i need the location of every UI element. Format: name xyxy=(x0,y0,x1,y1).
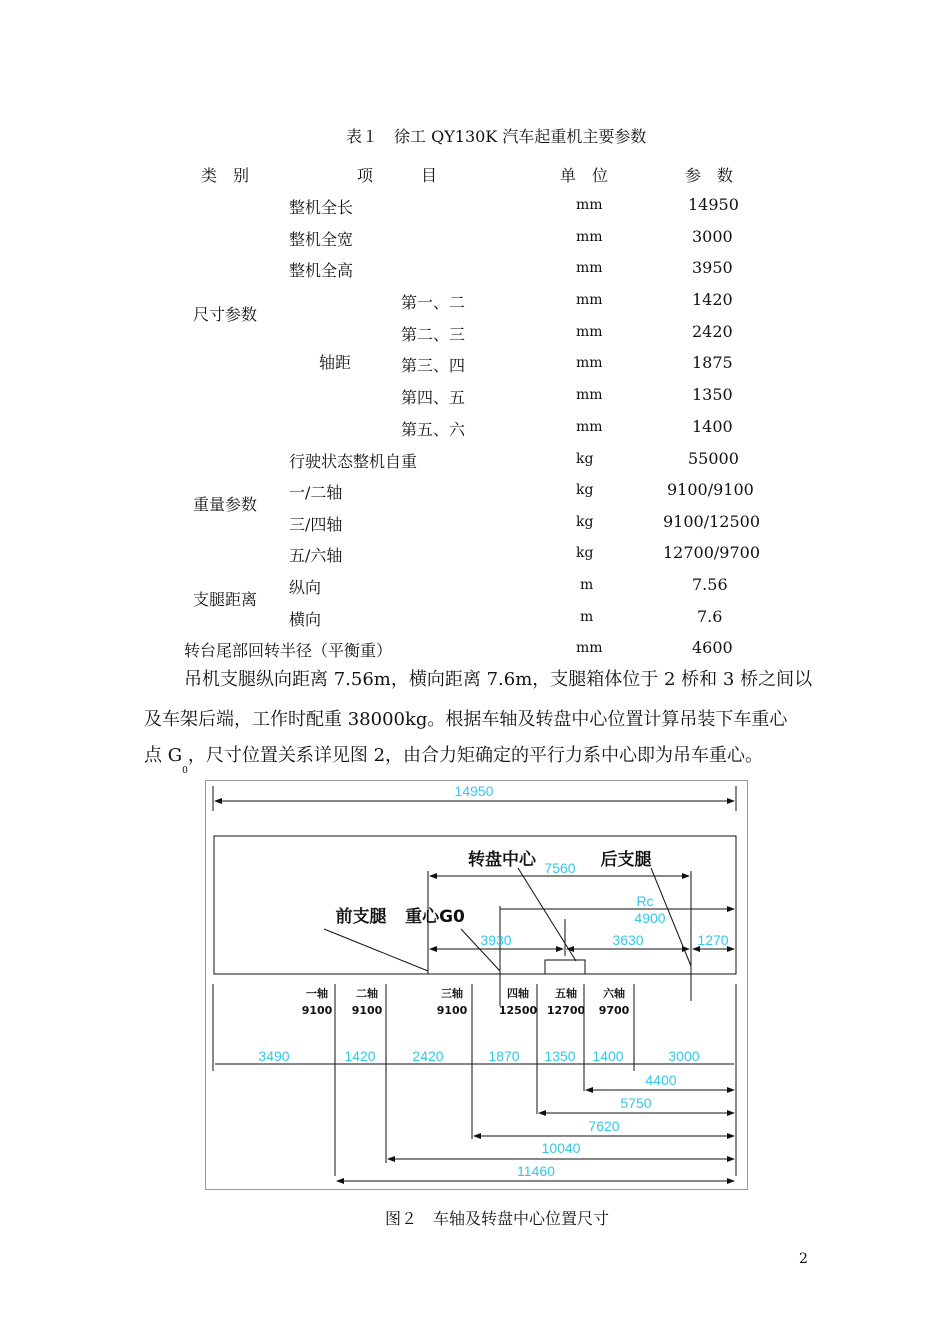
dimension-diagram xyxy=(206,781,747,1189)
leader-front-outrigger xyxy=(324,929,428,971)
row-item: 整机全宽 xyxy=(289,230,354,249)
row-item: 行驶状态整机自重 xyxy=(289,452,418,471)
row-value: 1350 xyxy=(692,385,733,404)
dim-text: 1350 xyxy=(544,1048,576,1064)
dim-text: 3630 xyxy=(612,932,644,948)
row-unit: mm xyxy=(576,387,603,403)
dim-text-rc: Rc xyxy=(636,893,654,909)
axle-name: 四轴 xyxy=(507,987,529,1000)
paragraph-line: 吊机支腿纵向距离 7.56m，横向距离 7.6m，支腿箱体位于 2 桥和 3 桥之间以 xyxy=(184,669,813,690)
row-value: 1420 xyxy=(692,290,733,309)
row-item: 第五、六 xyxy=(401,420,466,439)
category-size: 尺寸参数 xyxy=(193,305,258,324)
axle-load: 9100 xyxy=(351,1004,383,1017)
row-item: 转台尾部回转半径（平衡重） xyxy=(184,641,393,660)
row-item: 三/四轴 xyxy=(289,515,343,534)
axle-name: 六轴 xyxy=(603,987,625,1000)
dim-text: 7620 xyxy=(588,1118,620,1134)
dim-text: 2420 xyxy=(412,1048,444,1064)
row-value: 4600 xyxy=(692,638,733,657)
page-number: 2 xyxy=(799,1251,808,1267)
row-value: 12700/9700 xyxy=(663,543,761,562)
row-value: 3000 xyxy=(692,227,733,246)
row-value: 3950 xyxy=(692,258,733,277)
row-unit: mm xyxy=(576,324,603,340)
dim-text: 4400 xyxy=(645,1072,677,1088)
dim-text-overall: 14950 xyxy=(454,783,494,799)
figure-caption: 图２ 车轴及转盘中心位置尺寸 xyxy=(385,1209,610,1228)
leader-turntable xyxy=(518,868,576,961)
paragraph-line: 及车架后端，工作时配重 38000kg。根据车轴及转盘中心位置计算吊装下车重心 xyxy=(144,709,788,730)
dim-text: 7560 xyxy=(544,860,576,876)
dim-text: 1870 xyxy=(488,1048,520,1064)
axle-name: 一轴 xyxy=(306,987,328,1000)
row-unit: mm xyxy=(576,292,603,308)
axle-load: 12500 xyxy=(498,1004,538,1017)
turntable-block xyxy=(545,960,585,974)
row-value: 9100/9100 xyxy=(667,480,754,499)
row-item: 第三、四 xyxy=(401,356,466,375)
category-wheelbase: 轴距 xyxy=(319,353,352,372)
row-value: 1400 xyxy=(692,417,733,436)
row-item: 纵向 xyxy=(289,578,322,597)
row-value: 7.6 xyxy=(697,607,723,626)
dim-text: 4900 xyxy=(634,910,666,926)
row-unit: mm xyxy=(576,197,603,213)
row-unit: kg xyxy=(576,545,594,561)
axle-load: 9100 xyxy=(301,1004,333,1017)
axle-name: 三轴 xyxy=(441,987,463,1000)
dim-text: 11460 xyxy=(517,1163,555,1179)
dim-text: 3000 xyxy=(668,1048,700,1064)
dim-text: 1270 xyxy=(697,932,729,948)
dim-text: 3930 xyxy=(480,932,512,948)
label-front-outrigger: 前支腿 xyxy=(335,907,387,927)
dim-text: 1400 xyxy=(592,1048,624,1064)
row-unit: m xyxy=(580,609,594,625)
table-caption: 表１ 徐工 QY130K 汽车起重机主要参数 xyxy=(346,127,647,146)
row-value: 2420 xyxy=(692,322,733,341)
category-outrigger: 支腿距离 xyxy=(193,590,258,609)
row-item: 第一、二 xyxy=(401,293,466,312)
axle-load: 12700 xyxy=(546,1004,586,1017)
header-value: 参 数 xyxy=(685,166,734,185)
dim-text: 1420 xyxy=(344,1048,376,1064)
row-unit: mm xyxy=(576,419,603,435)
label-cog: 重心G0 xyxy=(405,907,465,927)
paragraph-text: 点 G xyxy=(144,745,183,766)
dim-text: 3490 xyxy=(258,1048,290,1064)
row-item: 一/二轴 xyxy=(289,483,343,502)
row-unit: kg xyxy=(576,514,594,530)
row-unit: mm xyxy=(576,355,603,371)
dim-text: 10040 xyxy=(541,1140,581,1156)
row-value: 14950 xyxy=(688,195,739,214)
dim-text: 5750 xyxy=(620,1095,652,1111)
row-unit: kg xyxy=(576,451,594,467)
row-value: 55000 xyxy=(688,449,739,468)
header-item: 项 目 xyxy=(357,166,438,185)
paragraph-line xyxy=(144,741,764,776)
axle-name: 五轴 xyxy=(555,987,577,1000)
row-value: 1875 xyxy=(692,353,733,372)
row-item: 第二、三 xyxy=(401,325,466,344)
figure-frame xyxy=(205,780,748,1190)
axle-load: 9700 xyxy=(598,1004,630,1017)
axle-name: 二轴 xyxy=(356,987,378,1000)
label-rear-outrigger: 后支腿 xyxy=(600,850,652,870)
row-item: 整机全高 xyxy=(289,261,354,280)
label-turntable-center: 转盘中心 xyxy=(468,850,536,870)
header-unit: 单 位 xyxy=(560,166,609,185)
header-category: 类 别 xyxy=(201,166,250,185)
row-value: 7.56 xyxy=(692,575,728,594)
row-item: 整机全长 xyxy=(289,198,354,217)
row-unit: mm xyxy=(576,229,603,245)
subscript: 0 xyxy=(182,766,188,776)
row-unit: mm xyxy=(576,640,603,656)
row-item: 横向 xyxy=(289,610,322,629)
row-value: 9100/12500 xyxy=(663,512,761,531)
row-unit: m xyxy=(580,577,594,593)
paragraph-text: ，尺寸位置关系详见图 2，由合力矩确定的平行力系中心即为吊车重心。 xyxy=(187,745,764,766)
row-item: 五/六轴 xyxy=(289,546,343,565)
row-item: 第四、五 xyxy=(401,388,466,407)
row-unit: kg xyxy=(576,482,594,498)
category-weight: 重量参数 xyxy=(193,495,258,514)
axle-load: 9100 xyxy=(436,1004,468,1017)
row-unit: mm xyxy=(576,260,603,276)
